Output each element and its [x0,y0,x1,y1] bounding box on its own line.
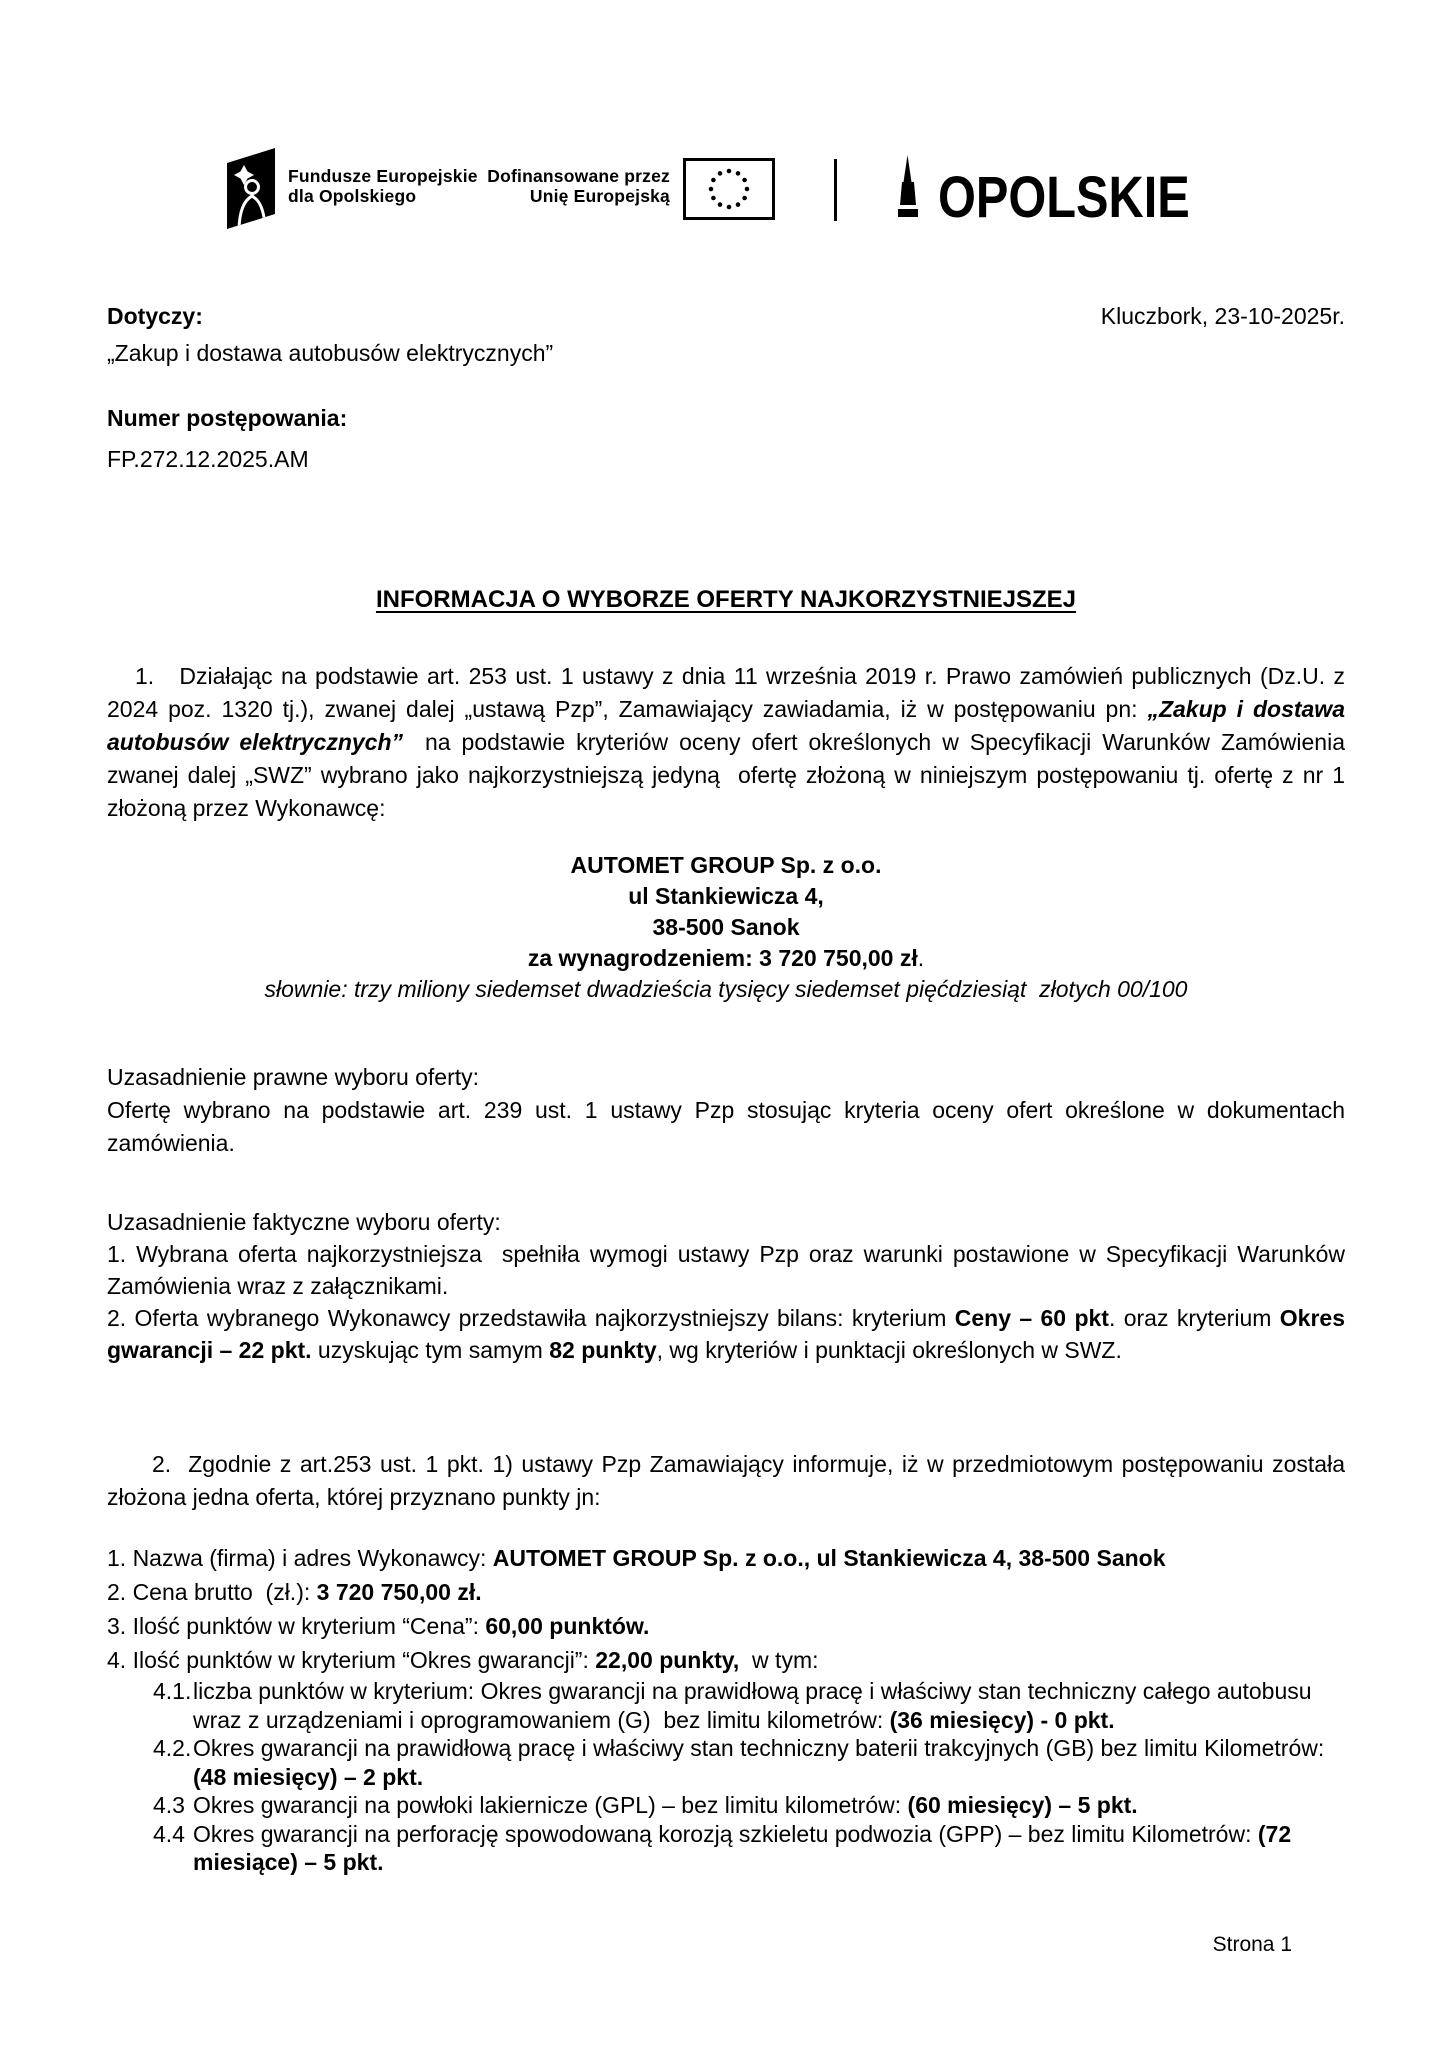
legal-justification-body: Ofertę wybrano na podstawie art. 239 ust. 1 ustawy Pzp stosując kryteria oceny ofert określone w dokumentach zamówienia. [107,1097,1345,1156]
procurement-name-bold: „Zakup i dostawa autobusów elektrycznych” [107,696,1345,755]
subject-label: Dotyczy: [107,303,203,329]
place-date: Kluczbork, 23-10-2025r. [1100,303,1345,329]
eu-funds-logo-line2: dla Opolskiego [288,186,417,206]
second-paragraph: 2. Zgodnie z art.253 ust. 1 pkt. 1) ustawy Pzp Zamawiający informuje, iż w przedmiotowym postępowaniu została złożona jedna oferta, której przyznano punkty jn: [107,1451,1345,1510]
document-title: INFORMACJA O WYBORZE OFERTY NAJKORZYSTNIEJSZEJ [375,586,1077,613]
factual-justification-heading: Uzasadnienie faktyczne wyboru oferty: [107,1209,501,1235]
opolskie-tower-icon [895,155,921,219]
points-item-1: 1. Nazwa (firma) i adres Wykonawcy: AUTOMET GROUP Sp. z o.o., ul Stankiewicza 4, 38-500 Sanok [107,1545,1166,1571]
legal-justification [107,1061,1345,1160]
eu-cofunded-text [380,166,670,206]
page-number: Strona 1 [1212,1933,1292,1956]
intro-paragraph: 1. Działając na podstawie art. 253 ust. 1 ustawy z dnia 11 września 2019 r. Prawo zamówień publicznych (Dz.U. z 2024 poz. 1320 tj.), zwanej dalej „ustawą Pzp”, Zamawiający zawiadamia, iż w postępowaniu pn: „Zakup i dostawa autobusów elektrycznych” na podstawie kryteriów oceny ofert określonych w Specyfikacji Warunków Zamówienia zwanej dalej „SWZ” wybrano jako najkorzystniejszą jedyną ofertę złożoną w niniejszym postępowaniu tj. ofertę z nr 1 złożoną przez Wykonawcę: [107,663,1345,821]
points-list [107,1541,1345,1877]
points-item-3: 3. Ilość punktów w kryterium “Cena”: 60,00 punktów. [107,1613,650,1639]
winner-block [107,850,1345,1005]
amount-in-words: słownie: trzy miliony siedemset dwadzieścia tysięcy siedemset pięćdziesiąt złotych 00/100 [264,976,1188,1002]
eu-funds-logo-icon [227,148,275,232]
points-item-2: 2. Cena brutto (zł.): 3 720 750,00 zł. [107,1579,482,1605]
points-subitem-4-3: 4.3 Okres gwarancji na powłoki lakiernicze (GPL) – bez limitu kilometrów: (60 miesięcy) – 5 pkt. [153,1792,1138,1818]
legal-justification-heading: Uzasadnienie prawne wyboru oferty: [107,1064,480,1090]
eu-cofunded-line2: Unię Europejską [529,186,670,206]
opolskie-logo-text: OPOLSKIE [938,165,1190,230]
points-subitem-4-4: 4.4 Okres gwarancji na perforację spowodowaną korozją szkieletu podwozia (GPP) – bez limitu Kilometrów: (72 miesiące) – 5 pkt. [153,1820,1292,1875]
subject-quote: „Zakup i dostawa autobusów elektrycznych” [107,340,554,366]
winner-price: za wynagrodzeniem: 3 720 750,00 zł. [527,945,925,971]
logo-divider [834,159,837,221]
eu-flag-icon [683,158,775,220]
eu-cofunded-line1: Dofinansowane przez [487,166,670,186]
winner-city: 38-500 Sanok [652,914,800,940]
points-subitem-4-2: 4.2. Okres gwarancji na prawidłową pracę i właściwy stan techniczny baterii trakcyjnych (GB) bez limitu Kilometrów: (48 miesięcy) – 2 pkt. [153,1735,1325,1790]
subject-row [107,300,1345,333]
factual-item-1: 1. Wybrana oferta najkorzystniejsza spełniła wymogi ustawy Pzp oraz warunki postawione w Specyfikacji Warunków Zamówienia wraz z załącznikami. [107,1241,1345,1299]
factual-item-2: 2. Oferta wybranego Wykonawcy przedstawiła najkorzystniejszy bilans: kryterium Ceny – 60 pkt. oraz kryterium Okres gwarancji – 22 pkt. uzyskując tym samym 82 punkty, wg kryteriów i punktacji określonych w SWZ. [107,1305,1345,1363]
case-number: FP.272.12.2025.AM [107,446,309,472]
factual-justification [107,1206,1345,1366]
eu-funds-logo-line1: Fundusze Europejskie [288,166,478,186]
points-item-4: 4. Ilość punktów w kryterium “Okres gwarancji”: 22,00 punkty, w tym: [107,1647,819,1673]
winner-street: ul Stankiewicza 4, [628,883,824,909]
winner-name: AUTOMET GROUP Sp. z o.o. [570,852,882,878]
points-sublist [107,1677,1345,1877]
case-number-label: Numer postępowania: [107,405,348,431]
points-subitem-4-1: 4.1. liczba punktów w kryterium: Okres gwarancji na prawidłową pracę i właściwy stan techniczny całego autobusu wraz z urządzeniami i oprogramowaniem (G) bez limitu kilometrów: (36 miesięcy) - 0 pkt. [153,1678,1312,1733]
